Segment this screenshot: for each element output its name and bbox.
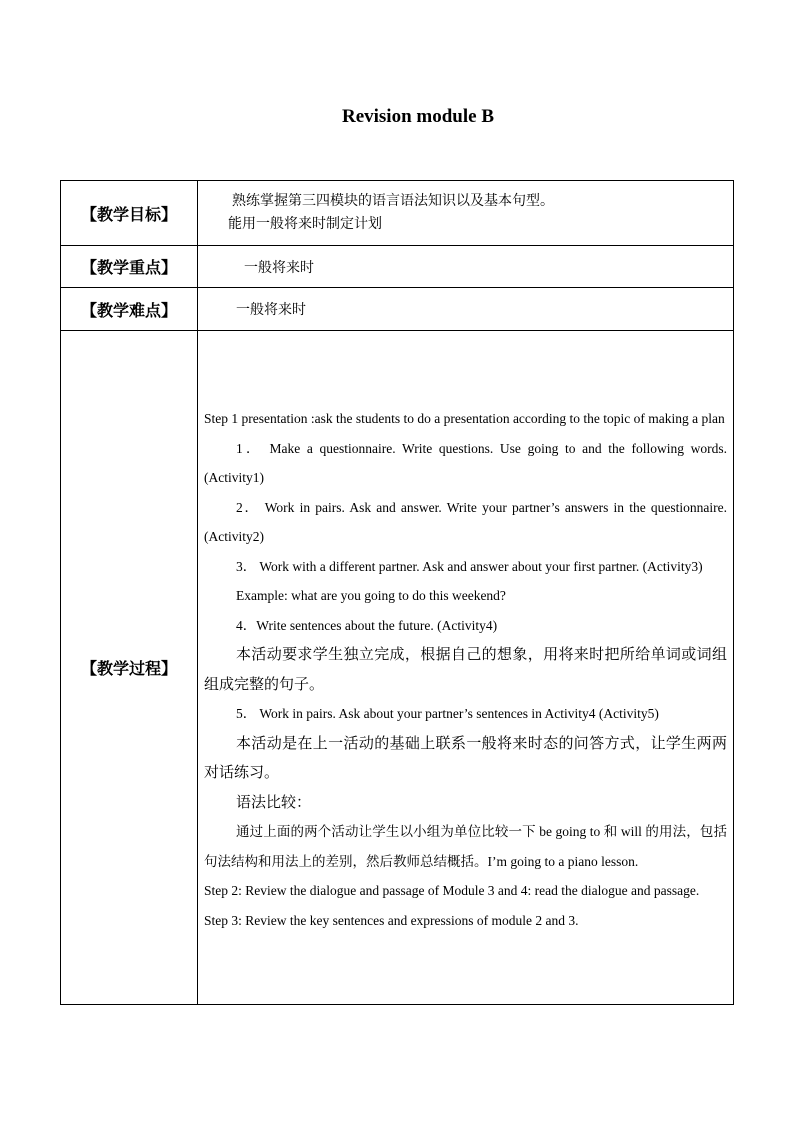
activity-4-paragraph: 4．Write sentences about the future. (Activity4) [236, 617, 498, 633]
difficulties-label: 【教学难点】 [61, 288, 198, 331]
example-paragraph: Example: what are you going to do this weekend? [236, 588, 506, 603]
difficulties-row [61, 288, 734, 331]
objectives-label: 【教学目标】 [61, 181, 198, 246]
step-2-paragraph: Step 2: Review the dialogue and passage of Module 3 and 4: read the dialogue and passage. [204, 883, 700, 898]
process-row [61, 331, 734, 1005]
key-points-content [198, 246, 734, 288]
objective-line: 熟练掌握第三四模块的语言语法知识以及基本句型。 [232, 193, 554, 209]
objectives-row [61, 181, 734, 246]
activity-2-paragraph: 2． Work in pairs. Ask and answer. Write your partner’s answers in the questionnaire. (Activity2) [204, 499, 727, 544]
step-1-paragraph: Step 1 presentation :ask the students to do a presentation according to the topic of making a plan [204, 411, 725, 426]
activity-4-note: 本活动要求学生独立完成，根据自己的想象，用将来时把所给单词或词组组成完整的句子。 [204, 645, 727, 693]
process-label: 【教学过程】 [61, 331, 198, 1005]
key-points-label: 【教学重点】 [61, 246, 198, 288]
activity-3-paragraph: 3． Work with a different partner. Ask and answer about your first partner. (Activity3) [236, 558, 703, 574]
grammar-compare-paragraph: 通过上面的两个活动让学生以小组为单位比较一下 be going to 和 will 的用法，包括句法结构和用法上的差别，然后教师总结概括。I’m going to a piano lesson. [204, 824, 727, 869]
difficulties-text: 一般将来时 [236, 302, 306, 318]
grammar-compare-heading: 语法比较： [236, 792, 312, 811]
activity-1-paragraph: 1． Make a questionnaire. Write questions. Use going to and the following words. (Activity1) [204, 440, 727, 485]
difficulties-content [198, 288, 734, 331]
lesson-plan-table [60, 180, 734, 1005]
process-content [198, 331, 734, 1005]
document-title: Revision module B [341, 106, 495, 127]
activity-5-note: 本活动是在上一活动的基础上联系一般将来时态的问答方式，让学生两两对话练习。 [204, 733, 727, 781]
step-3-paragraph: Step 3: Review the key sentences and expressions of module 2 and 3. [204, 912, 579, 928]
objective-line: 能用一般将来时制定计划 [228, 216, 382, 232]
key-points-text: 一般将来时 [244, 259, 314, 276]
activity-5-paragraph: 5． Work in pairs. Ask about your partner’s sentences in Activity4 (Activity5) [236, 706, 659, 721]
key-points-row [61, 246, 734, 288]
process-body [204, 400, 727, 935]
objectives-content [198, 181, 734, 246]
